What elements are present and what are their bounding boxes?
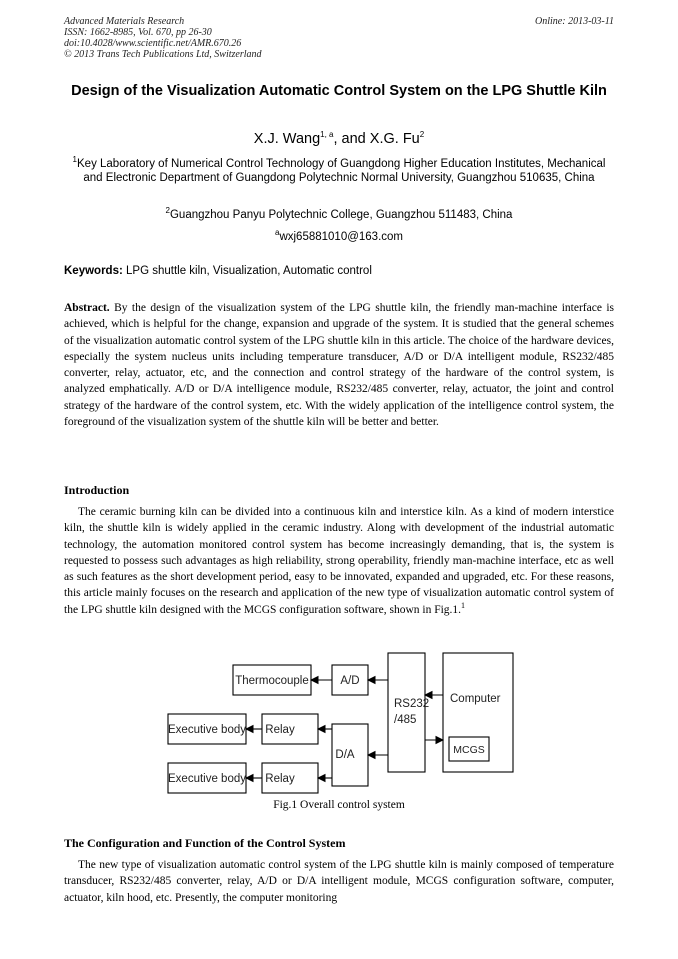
relay2-label: Relay	[265, 773, 295, 785]
figure-caption: Fig.1 Overall control system	[273, 799, 405, 811]
rs232-box	[388, 653, 425, 772]
keywords-text: LPG shuttle kiln, Visualization, Automatic control	[126, 265, 372, 277]
author-2: X.G. Fu	[369, 131, 420, 147]
paper-title: Design of the Visualization Automatic Control System on the LPG Shuttle Kiln	[71, 83, 607, 99]
affiliation-2-mark: 2	[165, 206, 170, 216]
rs485-label: /485	[394, 714, 417, 726]
author-2-sup: 2	[419, 130, 425, 140]
email: $^a$wxj65881010@163.com	[274, 228, 403, 243]
rs232-label: RS232	[394, 698, 430, 710]
exec1-label: Executive body	[168, 724, 246, 736]
online-date: Online: 2013-03-11	[535, 16, 614, 27]
doi-line: doi:10.4028/www.scientific.net/AMR.670.26	[64, 38, 242, 49]
author-separator: , and	[333, 131, 370, 147]
affiliation-2: $^2$Guangzhou Panyu Polytechnic College, Guangzhou 511483, China	[165, 206, 513, 221]
mcgs-label: MCGS	[453, 744, 485, 756]
abstract-label: Abstract.	[64, 302, 110, 314]
abstract	[64, 300, 614, 430]
exec2-label: Executive body	[168, 773, 246, 785]
copyright-line: © 2013 Trans Tech Publications Ltd, Switzerland	[64, 49, 262, 60]
email-mark: a	[274, 228, 280, 238]
issn-line: ISSN: 1662-8985, Vol. 670, pp 26-30	[64, 27, 212, 38]
author-1-sup: 1, a	[320, 130, 334, 140]
relay1-label: Relay	[265, 724, 295, 736]
keywords-label: Keywords:	[64, 265, 123, 277]
affiliation-1-mark: 1	[72, 155, 77, 165]
computer-label: Computer	[450, 693, 501, 705]
da-label: D/A	[335, 749, 355, 761]
control-system-diagram	[0, 650, 678, 798]
author-1: X.J. Wang	[253, 131, 321, 147]
ad-label: A/D	[340, 675, 360, 687]
keywords	[64, 265, 372, 277]
abstract-text: By the design of the visualization system of the LPG shuttle kiln, the friendly man-machine interface is achieved, which is helpful for the change, expansion and upgrade of the system. It is studied that the general schemes of the visualization automatic control system of the LPG shuttle kiln in this article. The choice of the hardware devices, especially the system nucleus units including temperature transducer, A/D or D/A intelligent module, RS232/485 converter, relay, actuator, etc, and the connection and control strategy of the hardware of the control system, is analyzed emphatically. A/D or D/A intelligence module, RS232/485 converter, relay, actuator, the joint and control strategy of the hardware of the control system, etc. With the widely application of the intelligence control system, the foreground of the visualization system of the shuttle kiln will be better and better.	[64, 302, 614, 429]
introduction-text: The ceramic burning kiln can be divided into a continuous kiln and interstice kiln. As a kind of modern interstice kiln, the shuttle kiln is widely applied in the ceramic industry. Along with development of the industrial automatic technology, the automation monitored control system has become increasingly demanding, that is, the system is requested to possess such advantages as high reliability, strong operability, friendly man-machine interface, etc as well as such features as the short development period, easy to be innovated, expanded and upgraded, etc. For these reasons, this article mainly focuses on the research and application of the new type of visualization automatic control system of the LPG shuttle kiln designed with the MCGS configuration software, shown in Fig.1.$^1$	[64, 506, 614, 616]
author-line	[60, 131, 618, 147]
journal-name: Advanced Materials Research	[64, 16, 185, 27]
introduction-heading: Introduction	[64, 483, 130, 497]
thermocouple-label: Thermocouple	[235, 675, 309, 687]
section-heading: The Configuration and Function of the Control System	[64, 836, 346, 850]
section-text: The new type of visualization automatic control system of the LPG shuttle kiln is mainly composed of temperature transducer, RS232/485 converter, relay, A/D or D/A intelligent module, MCGS configuration software, computer, actuator, kiln hood, etc. Presently, the computer monitoring	[64, 859, 614, 904]
journal-header	[64, 16, 262, 60]
affiliation-1: $^1$Key Laboratory of Numerical Control Technology of Guangdong Higher Education Institutes, Mechanical and Electronic Department of Guangdong Polytechnic Normal University, Guangzhou 510635, China	[72, 155, 606, 184]
intro-ref: 1	[461, 600, 466, 610]
